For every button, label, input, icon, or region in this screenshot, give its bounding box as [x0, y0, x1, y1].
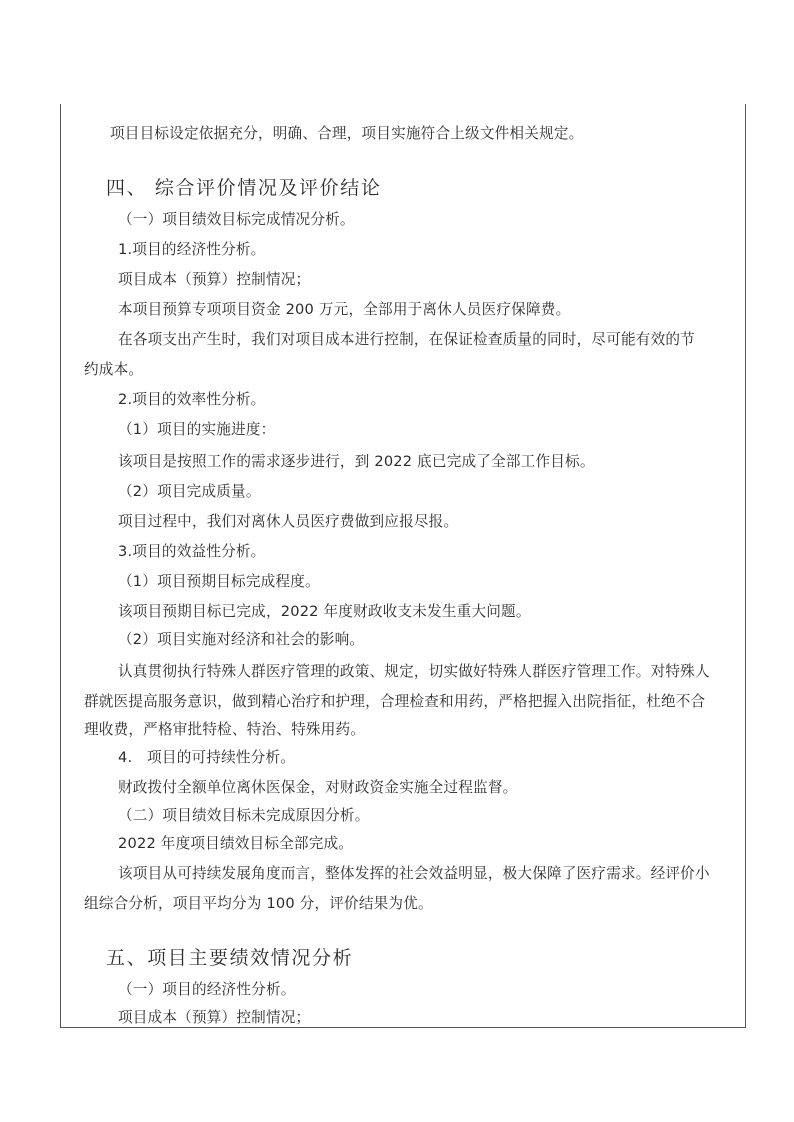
section-4-part1-title: （一）项目绩效目标完成情况分析。 [118, 211, 355, 228]
progress-title: （1）项目的实施进度： [118, 421, 276, 438]
section-4-heading: 四、 综合评价情况及评价结论 [106, 177, 382, 199]
section-5-heading: 五、项目主要绩效情况分析 [106, 947, 354, 969]
intro-paragraph: 项目目标设定依据充分，明确、合理，项目实施符合上级文件相关规定。 [110, 125, 584, 142]
benefit-analysis-title: 3.项目的效益性分析。 [118, 543, 266, 560]
conclusion-line2: 组综合分析，项目平均分为 100 分，评价结果为优。 [84, 895, 433, 912]
impact-title: （2）项目实施对经济和社会的影响。 [118, 631, 365, 648]
section-5-cost-title: 项目成本（预算）控制情况； [118, 1009, 311, 1026]
section-4-part2-title: （二）项目绩效目标未完成原因分析。 [118, 807, 370, 824]
quality-title: （2）项目完成质量。 [118, 483, 261, 500]
cost-control-title: 项目成本（预算）控制情况； [118, 271, 311, 288]
cost-control-line1: 本项目预算专项项目资金 200 万元，全部用于离休人员医疗保障费。 [118, 301, 571, 318]
section-4-part2-text: 2022 年度项目绩效目标全部完成。 [118, 835, 354, 852]
impact-line1: 认真贯彻执行特殊人群医疗管理的政策、规定，切实做好特殊人群医疗管理工作。对特殊人 [118, 663, 710, 680]
sustainability-title: 4. 项目的可持续性分析。 [118, 749, 296, 766]
impact-line2: 群就医提高服务意识，做到精心治疗和护理，合理检查和用药，严格把握入出院指征，杜绝不合 [84, 693, 706, 710]
progress-text: 该项目是按照工作的需求逐步进行，到 2022 底已完成了全部工作目标。 [118, 453, 595, 470]
economy-analysis-title: 1.项目的经济性分析。 [118, 241, 266, 258]
expected-goal-title: （1）项目预期目标完成程度。 [118, 573, 320, 590]
impact-line3: 理收费，严格审批特检、特治、特殊用药。 [84, 721, 366, 738]
cost-control-line2b: 约成本。 [84, 361, 144, 378]
expected-goal-text: 该项目预期目标已完成，2022 年度财政收支未发生重大问题。 [118, 603, 531, 620]
cost-control-line2a: 在各项支出产生时，我们对项目成本进行控制，在保证检查质量的同时，尽可能有效的节 [118, 331, 695, 348]
efficiency-analysis-title: 2.项目的效率性分析。 [118, 391, 266, 408]
quality-text: 项目过程中，我们对离休人员医疗费做到应报尽报。 [118, 513, 459, 530]
section-5-part1-title: （一）项目的经济性分析。 [118, 981, 296, 998]
sustainability-text: 财政拨付全额单位离休医保金，对财政资金实施全过程监督。 [118, 779, 518, 796]
conclusion-line1: 该项目从可持续发展角度而言，整体发挥的社会效益明显，极大保障了医疗需求。经评价小 [118, 865, 710, 882]
